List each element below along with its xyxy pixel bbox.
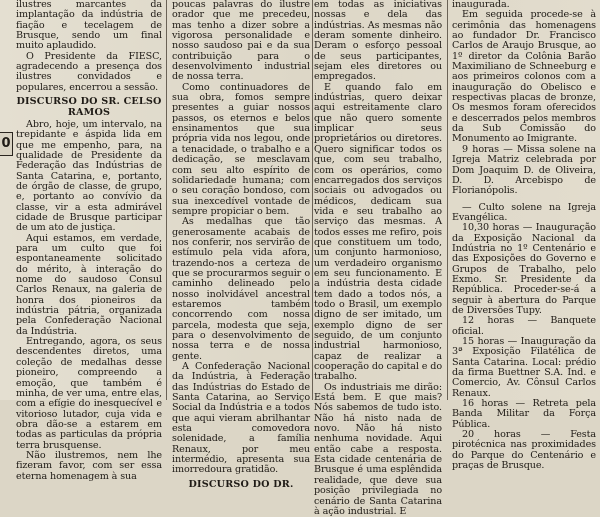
column-3 [314, 0, 442, 517]
col4-paragraph-7: 15 horas — Inauguração da 3ª Exposição Filatélica de Santa Catarina. Local: prédio da firma Buettner S.A. Ind. e Comercio, Av. Cônsul Carlos Renaux. [452, 336, 596, 399]
col3-paragraph-1: em todas as iniciativas nossas e dela das indústrias. As mesmas não deram somente dinheiro. Deram o esforço pessoal de seus participantes, sejam eles diretores ou empregados. [314, 0, 442, 83]
column-divider-1 [166, 0, 167, 400]
col1-paragraph-3: Abro, hoje, um intervalo, na trepidante e áspida lida em que me empenho, para, na qualidade de Presidente da Federação das Indústrias de Santa Catarina, e, portanto, de órgão de classe, de grupo, e, portanto ao convívio da classe, vir a esta admirável cidade de Brusque participar de um ato de justiça. [16, 118, 162, 234]
col4-paragraph-4: — Culto solene na Igreja Evangélica. [452, 201, 596, 223]
col1-paragraph-6: Não ilustremos, nem lhe fizeram favor, com ser essa eterna homenagem à sua [16, 449, 162, 482]
col4-paragraph-8: 16 horas — Retreta pela Banda Militar da Força Pública. [452, 398, 596, 430]
column-4 [452, 0, 596, 472]
col1-heading-discurso-celso-ramos: DISCURSO DO SR. CELSO RAMOS [16, 96, 162, 118]
col4-paragraph-2: Em seguida procede-se à cerimônia das homenagens ao fundador Dr. Francisco Carlos de Araujo Brusque, ao 1º diretor da Colônia Barão Maximiliano de Schneeburg e aos primeiros colonos com a inauguração do Obelisco e respectivas placas de bronze, Os mesmos foram oferecidos e descerrados pelos membros da Sub Comissão do Monumento ao Imigrante. [452, 9, 596, 145]
col2-paragraph-4: A Confederação Nacional da Indústria, à Federação das Indústrias do Estado de Santa Catarina, ao Serviço Social da Indústria e a todos que aqui vieram abrilhantar esta comovedora solenidade, a família Renaux, por meu intermédio, apresenta sua imorredoura gratidão. [172, 361, 310, 476]
margin-page-marker: 0 [0, 132, 13, 156]
col1-paragraph-1: ilustres marcantes da implantação da indústria de fiação e tecelagem de Brusque, sendo um final muito aplaudido. [16, 0, 162, 52]
col1-paragraph-5: Entregando, agora, os seus descendentes diretos, uma coleção de medalhas desse pioneiro, compreendo a emoção, que também é minha, de ver uma, entre elas, com a efígie do inesquecível e vitorioso lutador, cuja vida e obra dão-se a estarem em todas as particulas da própria terra brusquense. [16, 336, 162, 451]
col2-heading-discurso-dr: DISCURSO DO DR. [188, 478, 294, 490]
column-divider-2 [312, 0, 313, 400]
col2-paragraph-3: As medalhas que tão generosamente acabais de nos conferir, nos servirão de estímulo pela vida afora, trazendo-nos a certeza de que se procurarmos seguir o caminho delineado pelo nosso inolvidável ancestral estaremos também concorrendo com nossa parcela, modesta que seja, para o desenvolvimento de nossa terra e de nossa gente. [172, 216, 310, 362]
col4-paragraph-1: inaugurada. [452, 0, 510, 10]
col2-paragraph-2: Como continuadores de sua obra, fomos sempre presentes a guiar nossos passos, os eternos e belos ensinamentos que sua própria vida nos legou, onde a tenacidade, o trabalho e a dedicação, se mesclavam com seu alto espírito de solidariedade humana; com o seu coração bondoso, com sua inexcedível vontade de sempre propiciar o bem. [172, 81, 310, 217]
col3-paragraph-2: E quando falo em indústrias, quero deixar aqui estreitamente claro que não quero somente implicar seus proprietários ou diretores. Quero significar todos os que, com seu trabalho, com os operários, como encarregados dos serviços sociais ou advogados ou médicos, dedicam sua vida e seu trabalho ao serviço das mesmas. A todos esses me refiro, pois que constituem um todo, um conjunto harmonioso, um verdadeiro organismo em seu funcionamento. E a indústria desta cidade tem dado a todos nós, a todo o Brasil, um exemplo digno de ser imitado, um exemplo digno de ser seguido, de um conjunto industrial harmonioso, capaz de realizar a cooperação do capital e do trabalho. [314, 81, 442, 383]
column-divider-3 [447, 0, 448, 400]
column-2 [172, 0, 310, 490]
col2-paragraph-1: poucas palavras do ilustre orador que me precedeu, mas tenho a dizer sobre a vigorosa personalidade e nosso saudoso pai e da sua contribuição para o desenvolvimento industrial de nossa terra. [172, 0, 310, 83]
col4-paragraph-9: 20 horas — Festa pirotécnica nas proximidades do Parque do Centenário e praças de Brusque. [452, 429, 596, 472]
column-1 [16, 0, 162, 482]
col4-paragraph-5: 10,30 horas — Inauguração da Exposição Nacional da Indústria no 1º Centenário e das Exposições do Governo e Grupos de Trabalho, pelo Exmo. Sr. Presidente da República. Proceder-se-á a seguir à abertura do Parque de Diversões Tupy. [452, 222, 596, 316]
col4-paragraph-3: 9 horas — Missa solene na Igreja Matriz celebrada por Dom Joaquim D. de Oliveira, D. D. Arcebispo de Florianópolis. [452, 143, 596, 197]
col1-paragraph-4: Aqui estamos, em verdade, para um culto que foi espontaneamente solicitado do mérito, à interação do nome do saudoso Consul Carlos Renaux, na galeria de honra dos pioneiros da indústria pátria, organizada pela Confederação Nacional da Indústria. [16, 232, 162, 337]
col3-paragraph-3: Os industriais me dirão: Está bem. E que mais? Nós sabemos de tudo isto. Não há nisto nada de novo. Não há nisto nenhuma novidade. Aqui então cabe a resposta. Esta cidade centenária de Brusque é uma esplêndida realidade, que deve sua posição privilegiada no cenário de Santa Catarina à ação industrial. E [314, 381, 442, 517]
col1-paragraph-2: O Presidente da FIESC, agradecendo a presença dos ilustres convidados e populares, encerrou a sessão. [16, 50, 162, 93]
col4-paragraph-6: 12 horas — Banquete oficial. [452, 315, 596, 337]
